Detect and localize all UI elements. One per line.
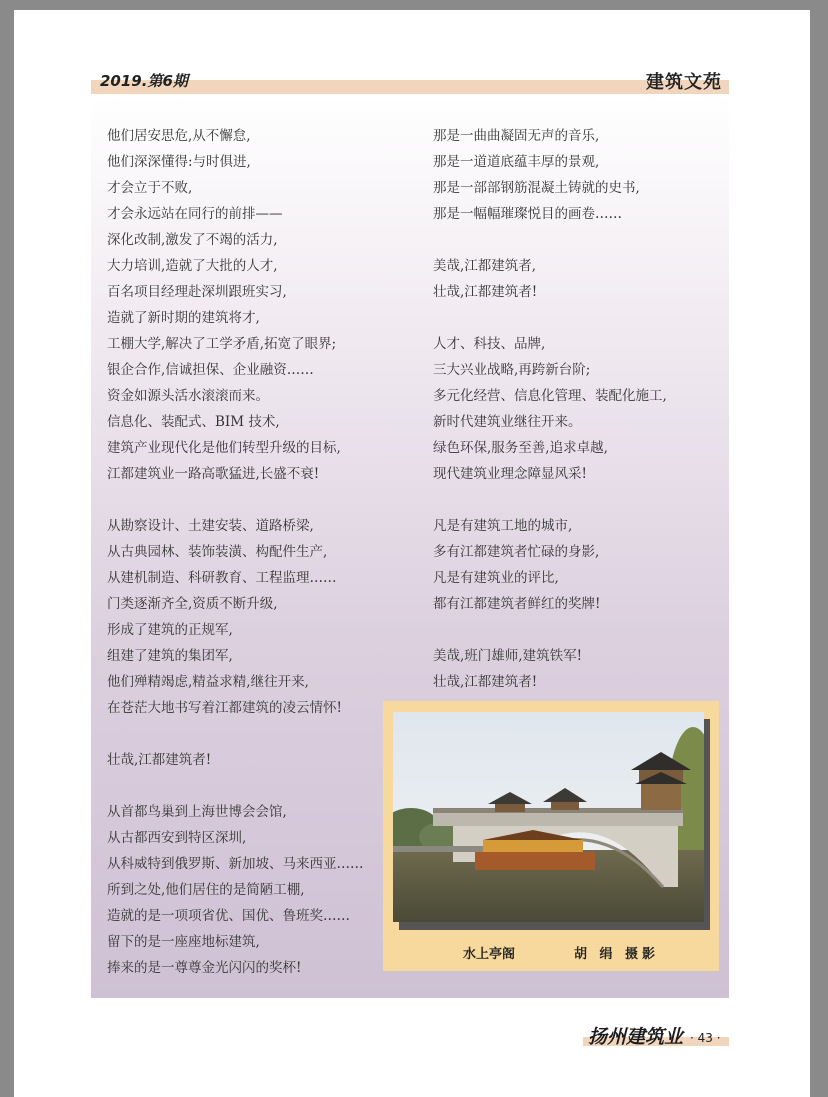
poem-left-column — [107, 123, 364, 981]
poem-line: 人才、科技、品牌, — [433, 336, 546, 352]
poem-line: 在苍茫大地书写着江都建筑的凌云情怀! — [107, 700, 342, 716]
poem-line: 从勘察设计、土建安装、道路桥梁, — [107, 518, 314, 534]
poem-line: 那是一幅幅璀璨悦目的画卷…… — [433, 206, 622, 222]
poem-line: 形成了建筑的正规军, — [107, 622, 233, 638]
poem-line: 造就了新时期的建筑将才, — [107, 310, 260, 326]
issue-label: 2019.第6期 — [100, 72, 188, 90]
poem-line: 三大兴业战略,再跨新台阶; — [433, 362, 591, 378]
poem-line — [107, 487, 364, 513]
poem-line: 从建机制造、科研教育、工程监理…… — [107, 570, 337, 586]
poem-line: 建筑产业现代化是他们转型升级的目标, — [107, 440, 341, 456]
page-number: · 43 · — [690, 1031, 721, 1045]
poem-line: 门类逐渐齐全,资质不断升级, — [107, 596, 278, 612]
poem-line: 才会立于不败, — [107, 180, 193, 196]
magazine-logo: 扬州建筑业 — [588, 1026, 684, 1048]
poem-line — [433, 305, 667, 331]
poem-line: 银企合作,信诚担保、企业融资…… — [107, 362, 314, 378]
poem-line: 百名项目经理赴深圳跟班实习, — [107, 284, 287, 300]
poem-line: 捧来的是一尊尊金光闪闪的奖杯! — [107, 960, 302, 976]
poem-line: 绿色环保,服务至善,追求卓越, — [433, 440, 608, 456]
section-title: 建筑文苑 — [646, 72, 722, 93]
poem-line: 工棚大学,解决了工学矛盾,拓宽了眼界; — [107, 336, 337, 352]
photo-water-pavilion — [393, 712, 704, 922]
poem-line: 从古都西安到特区深圳, — [107, 830, 247, 846]
poem-line: 壮哉,江都建筑者! — [433, 284, 538, 300]
poem-line: 大力培训,造就了大批的人才, — [107, 258, 278, 274]
poem-line — [433, 227, 667, 253]
poem-line: 凡是有建筑工地的城市, — [433, 518, 573, 534]
poem-line: 多元化经营、信息化管理、装配化施工, — [433, 388, 667, 404]
poem-line: 才会永远站在同行的前排—— — [107, 206, 283, 222]
poem-line: 美哉,江都建筑者, — [433, 258, 537, 274]
poem-line: 他们殚精竭虑,精益求精,继往开来, — [107, 674, 309, 690]
poem-line: 从首都鸟巢到上海世博会会馆, — [107, 804, 287, 820]
poem-line: 壮哉,江都建筑者! — [107, 752, 212, 768]
poem-line: 多有江都建筑者忙碌的身影, — [433, 544, 600, 560]
poem-line: 那是一道道底蕴丰厚的景观, — [433, 154, 600, 170]
poem-line — [107, 773, 364, 799]
poem-line: 所到之处,他们居住的是简陋工棚, — [107, 882, 305, 898]
poem-line: 凡是有建筑业的评比, — [433, 570, 559, 586]
poem-line: 美哉,班门雄师,建筑铁军! — [433, 648, 583, 664]
poem-line: 那是一部部钢筋混凝土铸就的史书, — [433, 180, 640, 196]
poem-line: 深化改制,激发了不竭的活力, — [107, 232, 278, 248]
poem-line: 从科威特到俄罗斯、新加坡、马来西亚…… — [107, 856, 364, 872]
poem-line: 从古典园林、装饰装潢、构配件生产, — [107, 544, 328, 560]
poem-line: 资金如源头活水滚滚而来。 — [107, 388, 269, 404]
poem-line: 留下的是一座座地标建筑, — [107, 934, 260, 950]
poem-line: 他们深深懂得:与时俱进, — [107, 154, 251, 170]
poem-line: 造就的是一项项省优、国优、鲁班奖…… — [107, 908, 350, 924]
poem-right-column — [433, 123, 667, 695]
poem-line — [107, 721, 364, 747]
poem-line — [433, 487, 667, 513]
poem-line: 新时代建筑业继往开来。 — [433, 414, 582, 430]
photo-caption-credit: 胡 绢 摄影 — [574, 947, 660, 962]
poem-line: 信息化、装配式、BIM 技术, — [107, 414, 280, 430]
poem-line: 现代建筑业理念障显风采! — [433, 466, 587, 482]
poem-line: 都有江都建筑者鲜红的奖牌! — [433, 596, 601, 612]
poem-line: 他们居安思危,从不懈怠, — [107, 128, 251, 144]
poem-line: 那是一曲曲凝固无声的音乐, — [433, 128, 600, 144]
poem-line: 江都建筑业一路高歌猛进,长盛不衰! — [107, 466, 320, 482]
poem-line: 壮哉,江都建筑者! — [433, 674, 538, 690]
poem-line — [433, 617, 667, 643]
poem-line: 组建了建筑的集团军, — [107, 648, 233, 664]
photo-caption-title: 水上亭阁 — [463, 947, 516, 962]
